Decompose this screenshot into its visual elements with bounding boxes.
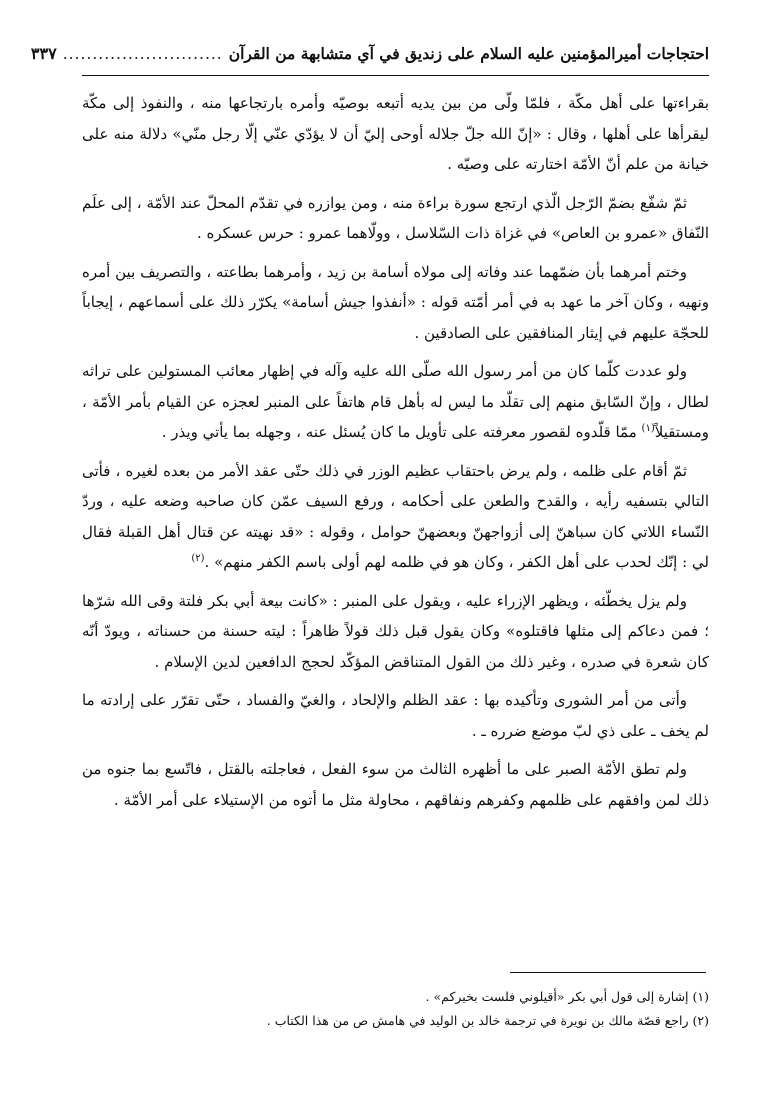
footnote-rule bbox=[510, 972, 706, 973]
paragraph bbox=[82, 356, 709, 448]
running-title: احتجاجات أميرالمؤمنين عليه السلام على زنديق في آي متشابهة من القرآن bbox=[228, 44, 709, 63]
page-number: ٣٣٧ bbox=[30, 44, 57, 63]
paragraph bbox=[82, 456, 709, 578]
paragraph: ولم تطق الأمّة الصبر على ما أظهره الثالث من سوء الفعل ، فعاجلته بالقتل ، فاتّسع بما جنوه من ذلك لمن وافقهم على ظلمهم وكفرهم ونفاقهم ، محاولة مثل ما أتوه من الإستيلاء على أمر الأمّة . bbox=[82, 760, 709, 809]
paragraph-text: ولو عددت كلّما كان من أمر رسول الله صلّى الله عليه وآله في إظهار معائب المستولين على تراثه لطال ، وإنّ السّابق منهم إلى تقلّد ما ليس له بأهل قام هاتفاً على المنبر لعجزه عن القيام بأمر الأمّة ، ومستقيلاً bbox=[82, 362, 709, 441]
footnote-ref: (١) bbox=[641, 423, 655, 434]
footnotes bbox=[82, 985, 709, 1033]
dot-leader: ........................... bbox=[62, 45, 223, 63]
paragraph-text: ممّا قلّدوه لقصور معرفته على تأويل ما كان يُسئل عنه ، وجهله بما يأتي ويذر . bbox=[161, 423, 637, 441]
paragraph: بقراءتها على أهل مكّة ، فلمّا ولّى من بين يديه أتبعه بوصيّه وأمره بارتجاعها منه ، والنفوذ إلى مكّة ليقرأها على أهلها ، وقال : «إنّ الله جلّ جلاله أوحى إليّ أن لا يؤدّي عنّي إلّا رجل منّي» دلالة منه على خيانة من علم أنّ الأمّة اختارته على وصيّه . bbox=[82, 94, 709, 173]
paragraph: وأتى من أمر الشورى وتأكيده بها : عقد الظلم والإلحاد ، والغيّ والفساد ، حتّى تقرّر على إرادته ما لم يخف ـ على ذي لبّ موضع ضرره ـ . bbox=[82, 691, 709, 740]
running-header bbox=[30, 44, 709, 63]
main-text bbox=[82, 88, 709, 823]
paragraph-text: ثمّ أقام على ظلمه ، ولم يرض باحتقاب عظيم الوزر في ذلك حتّى عقد الأمر من بعده لغيره ، فأتى التالي بتسفيه رأيه ، والقدح والطعن على أحكامه ، ورفع السيف عمّن كان صاحبه وضعه عليه ، وردّ النّساء اللاتي كان سباهنّ إلى أزواجهنّ وبعضهنّ حوامل ، وقوله : «قد نهيته عن قتال أهل القبلة فقال لي : إنّك لحدب على أهل الكفر ، وكان هو في ظلمه لهم أولى باسم الكفر منهم» . bbox=[82, 461, 709, 571]
header-rule bbox=[82, 75, 709, 76]
paragraph: ثمّ شفّع بضمّ الرّجل الّذي ارتجع سورة براءة منه ، ومن يوازره في تقدّم المحلّ عند الأمّة ، إلى علَم النّفاق «عمرو بن العاص» في غزاة ذات السّلاسل ، وولّاهما عمرو : حرس عسكره . bbox=[82, 193, 709, 242]
footnote: (١) إشارة إلى قول أبي بكر «أقيلوني فلست بخيركم» . bbox=[425, 989, 709, 1004]
footnote-ref: (٢) bbox=[191, 553, 205, 564]
paragraph: وختم أمرهما بأن ضمّهما عند وفاته إلى مولاه أسامة بن زيد ، وأمرهما بطاعته ، والتصريف بين أمره ونهيه ، وكان آخر ما عهد به في أمر أمّته قوله : «أنفذوا جيش أسامة» يكرّر ذلك على أسماعهم ، إيجاباً للحجّة عليهم في إيثار المنافقين على الصادقين . bbox=[82, 262, 709, 342]
footnote: (٢) راجع قصّة مالك بن نويرة في ترجمة خالد بن الوليد في هامش ص من هذا الكتاب . bbox=[266, 1013, 709, 1028]
paragraph: ولم يزل يخطّئه ، ويظهر الإزراء عليه ، ويقول على المنبر : «كانت بيعة أبي بكر فلتة وقى الله شرّها ؛ فمن دعاكم إلى مثلها فاقتلوه» وكان يقول قبل ذلك قولاً ظاهراً : ليته حسنة من حسناته ، ويودّ أنّه كان شعرة في صدره ، وغير ذلك من القول المتناقض المؤكّد لحجج الدافعين لدين الإسلام . bbox=[82, 591, 709, 671]
